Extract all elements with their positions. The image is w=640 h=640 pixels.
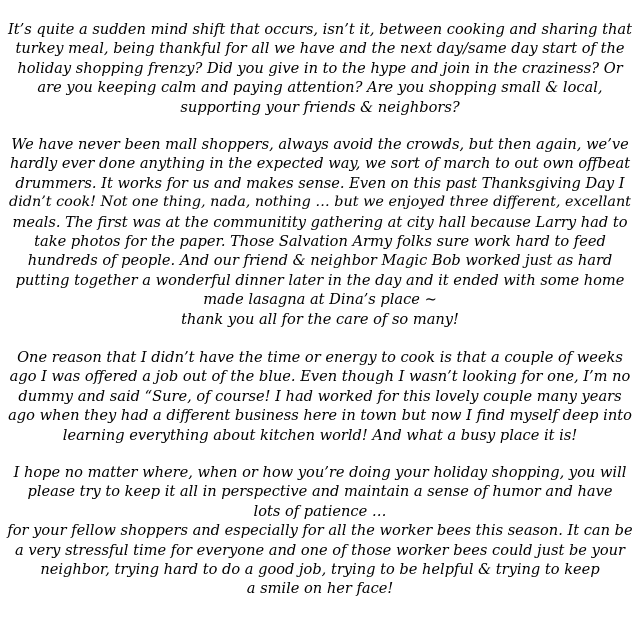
text-line: One reason that I didn’t have the time or energy to cook is that a couple of weeks	[17, 349, 623, 366]
text-line: dummy and said “Sure, of course! I had worked for this lovely couple many years	[18, 387, 622, 405]
text-line: take photos for the paper. Those Salvation Army folks sure work hard to feed	[34, 233, 606, 251]
text-line: ago I was offered a job out of the blue. Even though I wasn’t looking for one, I’m no	[9, 368, 631, 386]
paragraph-4	[6, 463, 634, 599]
text-line: hardly ever done anything in the expected way, we sort of march to out own offbeat	[9, 155, 631, 173]
text-line: made lasagna at Dina’s place ~	[203, 291, 437, 309]
text-line: It’s quite a sudden mind shift that occurs, isn’t it, between cooking and sharing that	[8, 21, 632, 38]
text-line: holiday shopping frenzy? Did you give in to the hype and join in the craziness? Or	[17, 59, 623, 77]
text-line: thank you all for the care of so many!	[181, 310, 459, 328]
text-line: a smile on her face!	[246, 580, 394, 598]
text-line: didn’t cook! Not one thing, nada, nothing … but we enjoyed three different, excellant	[9, 194, 631, 211]
text-line: lots of patience …	[253, 502, 387, 520]
paragraph-2	[6, 135, 634, 329]
text-line: putting together a wonderful dinner later in the day and it ended with some home	[15, 271, 625, 289]
paragraph-3	[6, 348, 634, 445]
text-line: a very stressful time for everyone and one of those worker bees could just be your	[14, 541, 625, 559]
text-line: ago when they had a different business here in town but now I find myself deep into	[8, 407, 632, 425]
text-line: meals. The first was at the communitity gathering at city hall because Larry had to	[12, 213, 628, 231]
text-line: hundreds of people. And our friend & neighbor Magic Bob worked just as hard	[27, 252, 613, 270]
text-line: are you keeping calm and paying attention? Are you shopping small & local,	[37, 79, 603, 97]
paragraph-1	[6, 20, 634, 117]
text-line: turkey meal, being thankful for all we have and the next day/same day start of the	[15, 40, 625, 58]
text-line: supporting your friends & neighbors?	[180, 98, 460, 116]
text-line: for your fellow shoppers and especially for all the worker bees this season. It can be	[7, 522, 633, 540]
text-line: please try to keep it all in perspective and maintain a sense of humor and have	[27, 483, 613, 501]
text-line: drummers. It works for us and makes sense. Even on this past Thanksgiving Day I	[15, 174, 625, 192]
text-line: I hope no matter where, when or how you’re doing your holiday shopping, you will	[13, 464, 627, 481]
text-line: We have never been mall shoppers, always avoid the crowds, but then again, we’ve	[11, 136, 629, 153]
text-line: neighbor, trying hard to do a good job, trying to be helpful & trying to keep	[40, 561, 600, 579]
text-line: learning everything about kitchen world! And what a busy place it is!	[62, 426, 578, 444]
